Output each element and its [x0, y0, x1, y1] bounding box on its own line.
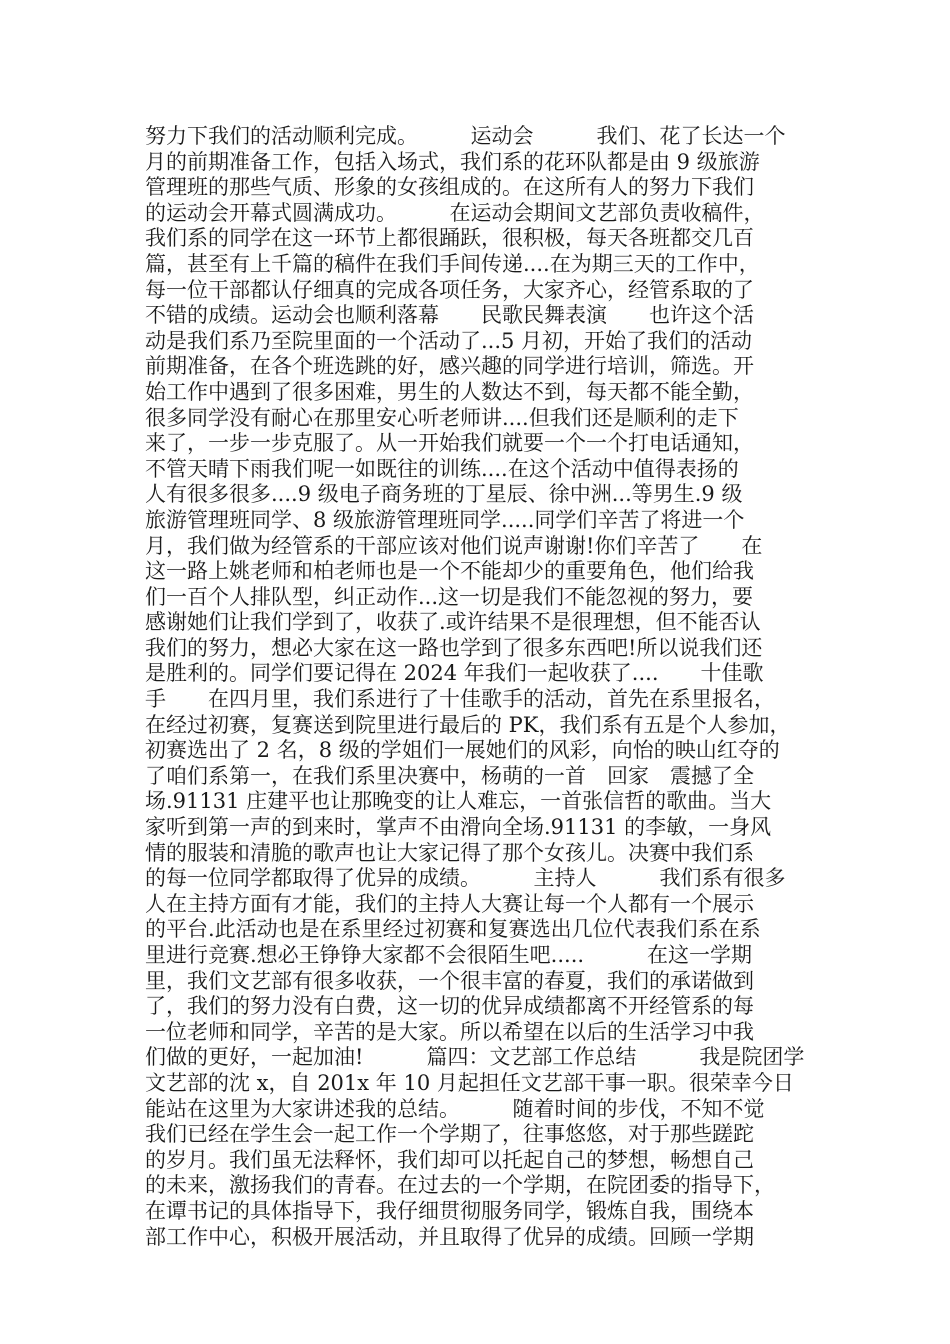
text-line: 我们已经在学生会一起工作一个学期了，往事悠悠，对于那些蹉跎: [145, 1122, 754, 1147]
text-line: 这一路上姚老师和柏老师也是一个不能却少的重要角色，他们给我: [145, 559, 754, 584]
text-line: 动是我们系乃至院里面的一个活动了...5 月初，开始了我们的活动: [145, 328, 753, 353]
text-line: 情的服装和清脆的歌声也让大家记得了那个女孩儿。决赛中我们系: [145, 840, 754, 865]
text-line: 每一位干部都认仔细真的完成各项任务，大家齐心，经管系取的了: [145, 277, 754, 302]
text-line: 很多同学没有耐心在那里安心听老师讲....但我们还是顺利的走下: [145, 405, 739, 430]
text-line: 的岁月。我们虽无法释怀，我们却可以托起自己的梦想，畅想自己: [145, 1147, 754, 1172]
text-line: 来了，一步一步克服了。从一开始我们就要一个一个打电话通知，: [145, 431, 754, 456]
text-line: 里进行竞赛.想必王铮铮大家都不会很陌生吧..... 在这一学期: [145, 943, 753, 967]
text-line: 手 在四月里，我们系进行了十佳歌手的活动，首先在系里报名，: [145, 687, 775, 712]
text-line: 里，我们文艺部有很多收获，一个很丰富的春夏，我们的承诺做到: [145, 968, 754, 993]
text-line: 我们的努力，想必大家在这一路也学到了很多东西吧!所以说我们还: [145, 635, 763, 660]
text-line: 文艺部的沈 x，自 201x 年 10 月起担任文艺部干事一职。很荣幸今日: [145, 1070, 794, 1095]
text-line: 们做的更好，一起加油! 篇四：文艺部工作总结 我是院团学: [145, 1045, 805, 1070]
text-line: 能站在这里为大家讲述我的总结。 随着时间的步伐，不知不觉: [145, 1096, 765, 1121]
text-line: 的每一位同学都取得了优异的成绩。 主持人 我们系有很多: [145, 866, 786, 891]
text-line: 初赛选出了 2 名，8 级的学姐们一展她们的风彩，向怡的映山红夺的: [145, 738, 780, 763]
text-line: 感谢她们让我们学到了，收获了.或许结果不是很理想，但不能否认: [145, 610, 761, 635]
text-line: 的未来，激扬我们的青春。在过去的一个学期，在院团委的指导下，: [145, 1173, 775, 1198]
text-line: 一位老师和同学，辛苦的是大家。所以希望在以后的生活学习中我: [145, 1019, 754, 1044]
text-line: 人有很多很多....9 级电子商务班的丁星辰、徐中洲...等男生.9 级: [145, 482, 743, 507]
document-body: [145, 124, 815, 1250]
text-line: 月，我们做为经管系的干部应该对他们说声谢谢!你们辛苦了 在: [145, 533, 763, 558]
text-line: 部工作中心，积极开展活动，并且取得了优异的成绩。回顾一学期: [145, 1224, 754, 1249]
text-line: 们一百个人排队型，纠正动作...这一切是我们不能忽视的努力，要: [145, 584, 754, 609]
text-line: 月的前期准备工作，包括入场式，我们系的花环队都是由 9 级旅游: [145, 149, 760, 174]
text-line: 我们系的同学在这一环节上都很踊跃，很积极，每天各班都交几百: [145, 226, 754, 251]
text-line: 不管天晴下雨我们呢一如既往的训练....在这个活动中值得表扬的: [145, 456, 739, 481]
text-line: 在经过初赛，复赛送到院里进行最后的 PK，我们系有五是个人参加，: [145, 712, 791, 737]
text-line: 场.91131 庄建平也让那晚变的让人难忘，一首张信哲的歌曲。当大: [145, 789, 772, 814]
text-line: 是胜利的。同学们要记得在 2024 年我们一起收获了.... 十佳歌: [145, 661, 764, 686]
text-line: 人在主持方面有才能，我们的主持人大赛让每一个人都有一个展示: [145, 891, 754, 916]
text-line: 在谭书记的具体指导下，我仔细贯彻服务同学，锻炼自我，围绕本: [145, 1198, 754, 1223]
text-line: 的运动会开幕式圆满成功。 在运动会期间文艺部负责收稿件，: [145, 200, 765, 225]
text-line: 了咱们系第一，在我们系里决赛中，杨萌的一首 回家 震撼了全: [145, 763, 754, 788]
text-line: 管理班的那些气质、形象的女孩组成的。在这所有人的努力下我们: [145, 175, 754, 200]
text-line: 不错的成绩。运动会也顺利落幕 民歌民舞表演 也许这个活: [145, 303, 754, 328]
text-line: 努力下我们的活动顺利完成。 运动会 我们、花了长达一个: [145, 124, 786, 148]
text-line: 了，我们的努力没有白费，这一切的优异成绩都离不开经管系的每: [145, 994, 754, 1019]
text-line: 篇，甚至有上千篇的稿件在我们手间传递....在为期三天的工作中，: [145, 251, 760, 276]
text-line: 前期准备，在各个班选跳的好，感兴趣的同学进行培训，筛选。开: [145, 354, 754, 379]
text-line: 始工作中遇到了很多困难，男生的人数达不到，每天都不能全勤，: [145, 379, 754, 404]
text-line: 的平台.此活动也是在系里经过初赛和复赛选出几位代表我们系在系: [145, 917, 761, 942]
text-line: 旅游管理班同学、8 级旅游管理班同学.....同学们辛苦了将进一个: [145, 507, 745, 532]
text-line: 家听到第一声的到来时，掌声不由滑向全场.91131 的李敏，一身风: [145, 815, 772, 840]
